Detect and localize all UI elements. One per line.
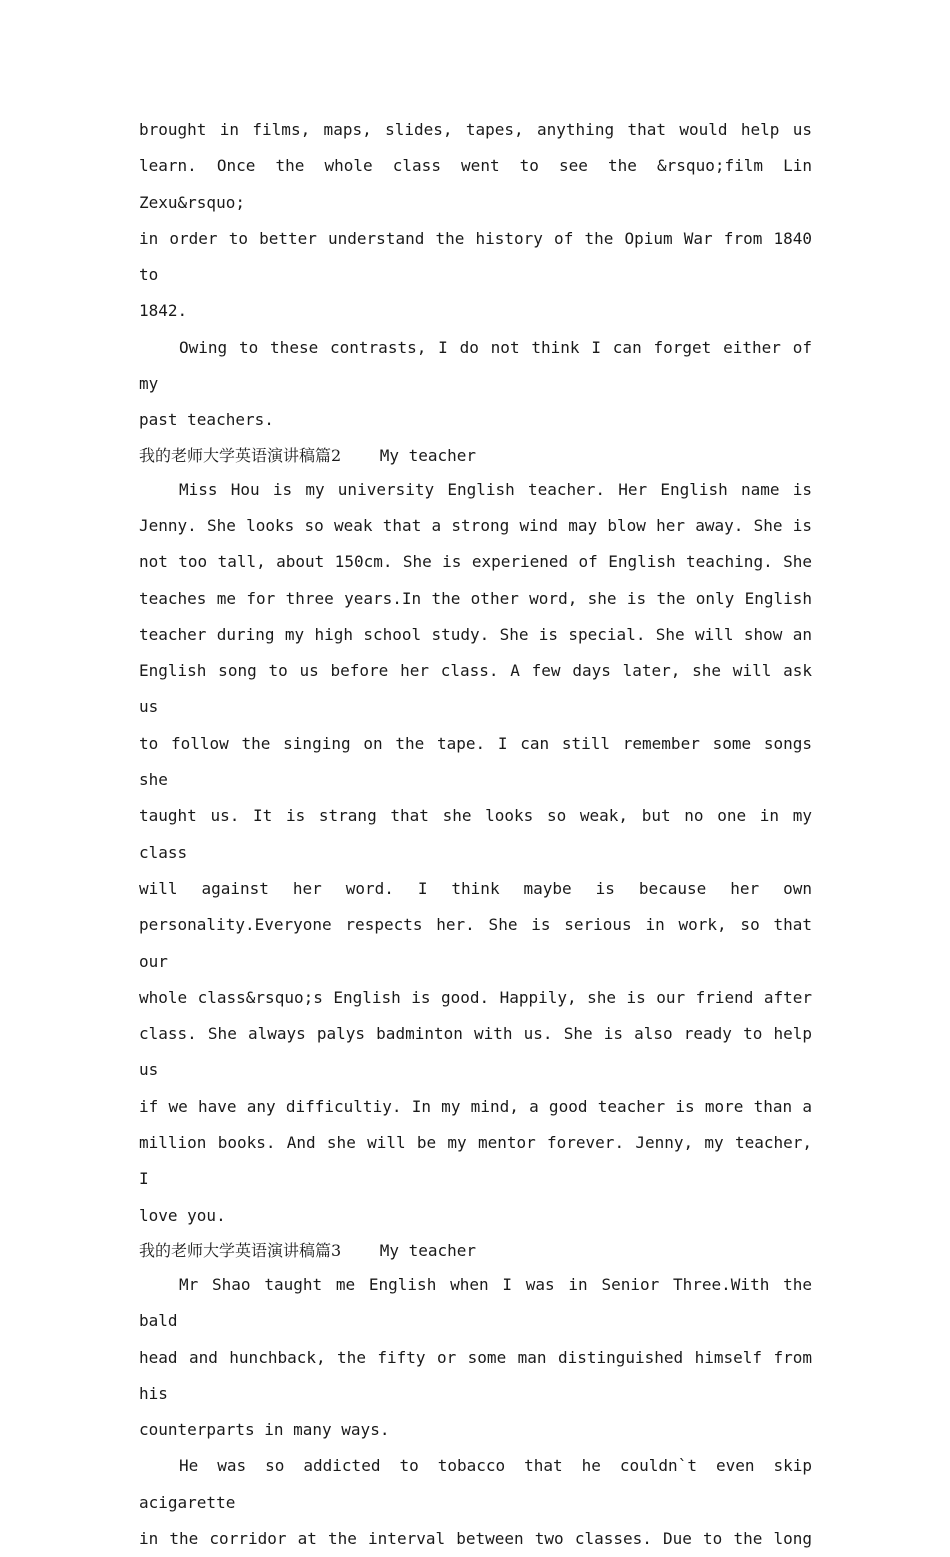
- paragraph-contrasts: [139, 330, 812, 439]
- paragraph-opium-war: [139, 112, 812, 330]
- text-line: whole class&rsquo;s English is good. Happily, she is our friend after: [139, 987, 812, 1007]
- paragraph-miss-hou: [139, 472, 812, 1234]
- text-line: 1842.: [139, 301, 188, 321]
- heading-title-zh: 我的老师大学英语演讲稿篇3: [139, 1240, 342, 1260]
- text-line: Jenny. She looks so weak that a strong wind may blow her away. She is: [139, 515, 812, 535]
- heading-title-en: My teacher: [379, 445, 477, 465]
- text-line: million books. And she will be my mentor forever. Jenny, my teacher, I: [139, 1133, 812, 1189]
- heading-title-en: My teacher: [379, 1240, 477, 1260]
- section-heading-2: [139, 439, 812, 472]
- text-line: brought in films, maps, slides, tapes, anything that would help us: [139, 120, 812, 139]
- text-line: in the corridor at the interval between two classes. Due to the long: [139, 1528, 812, 1548]
- text-line: personality.Everyone respects her. She is serious in work, so that our: [139, 915, 812, 971]
- text-line: past teachers.: [139, 410, 274, 430]
- document-body: [139, 112, 812, 1557]
- paragraph-mr-shao: [139, 1267, 812, 1448]
- text-line: not too tall, about 150cm. She is experiened of English teaching. She: [139, 552, 812, 572]
- section-heading-3: [139, 1234, 812, 1267]
- text-line: Miss Hou is my university English teacher. Her English name is: [179, 479, 812, 499]
- text-line: in order to better understand the history of the Opium War from 1840 to: [139, 228, 812, 285]
- text-line: class. She always palys badminton with us. She is also ready to help us: [139, 1024, 812, 1080]
- text-line: Mr Shao taught me English when I was in Senior Three.With the bald: [139, 1274, 812, 1331]
- text-line: Owing to these contrasts, I do not think I can forget either of my: [139, 337, 812, 394]
- paragraph-tobacco: [139, 1448, 812, 1557]
- text-line: He was so addicted to tobacco that he couldn`t even skip acigarette: [139, 1456, 812, 1512]
- text-line: teaches me for three years.In the other word, she is the only English: [139, 588, 812, 608]
- text-line: will against her word. I think maybe is because her own: [139, 878, 812, 898]
- text-line: if we have any difficultiy. In my mind, a good teacher is more than a: [139, 1096, 812, 1116]
- text-line: learn. Once the whole class went to see the &rsquo;film Lin Zexu&rsquo;: [139, 156, 812, 212]
- text-line: love you.: [139, 1205, 226, 1225]
- heading-title-zh: 我的老师大学英语演讲稿篇2: [139, 445, 342, 465]
- text-line: head and hunchback, the fifty or some man distinguished himself from his: [139, 1347, 812, 1403]
- text-line: teacher during my high school study. She is special. She will show an: [139, 624, 812, 644]
- text-line: counterparts in many ways.: [139, 1420, 390, 1440]
- text-line: taught us. It is strang that she looks so weak, but no one in my class: [139, 806, 812, 862]
- text-line: to follow the singing on the tape. I can still remember some songs she: [139, 733, 812, 790]
- text-line: English song to us before her class. A few days later, she will ask us: [139, 661, 812, 717]
